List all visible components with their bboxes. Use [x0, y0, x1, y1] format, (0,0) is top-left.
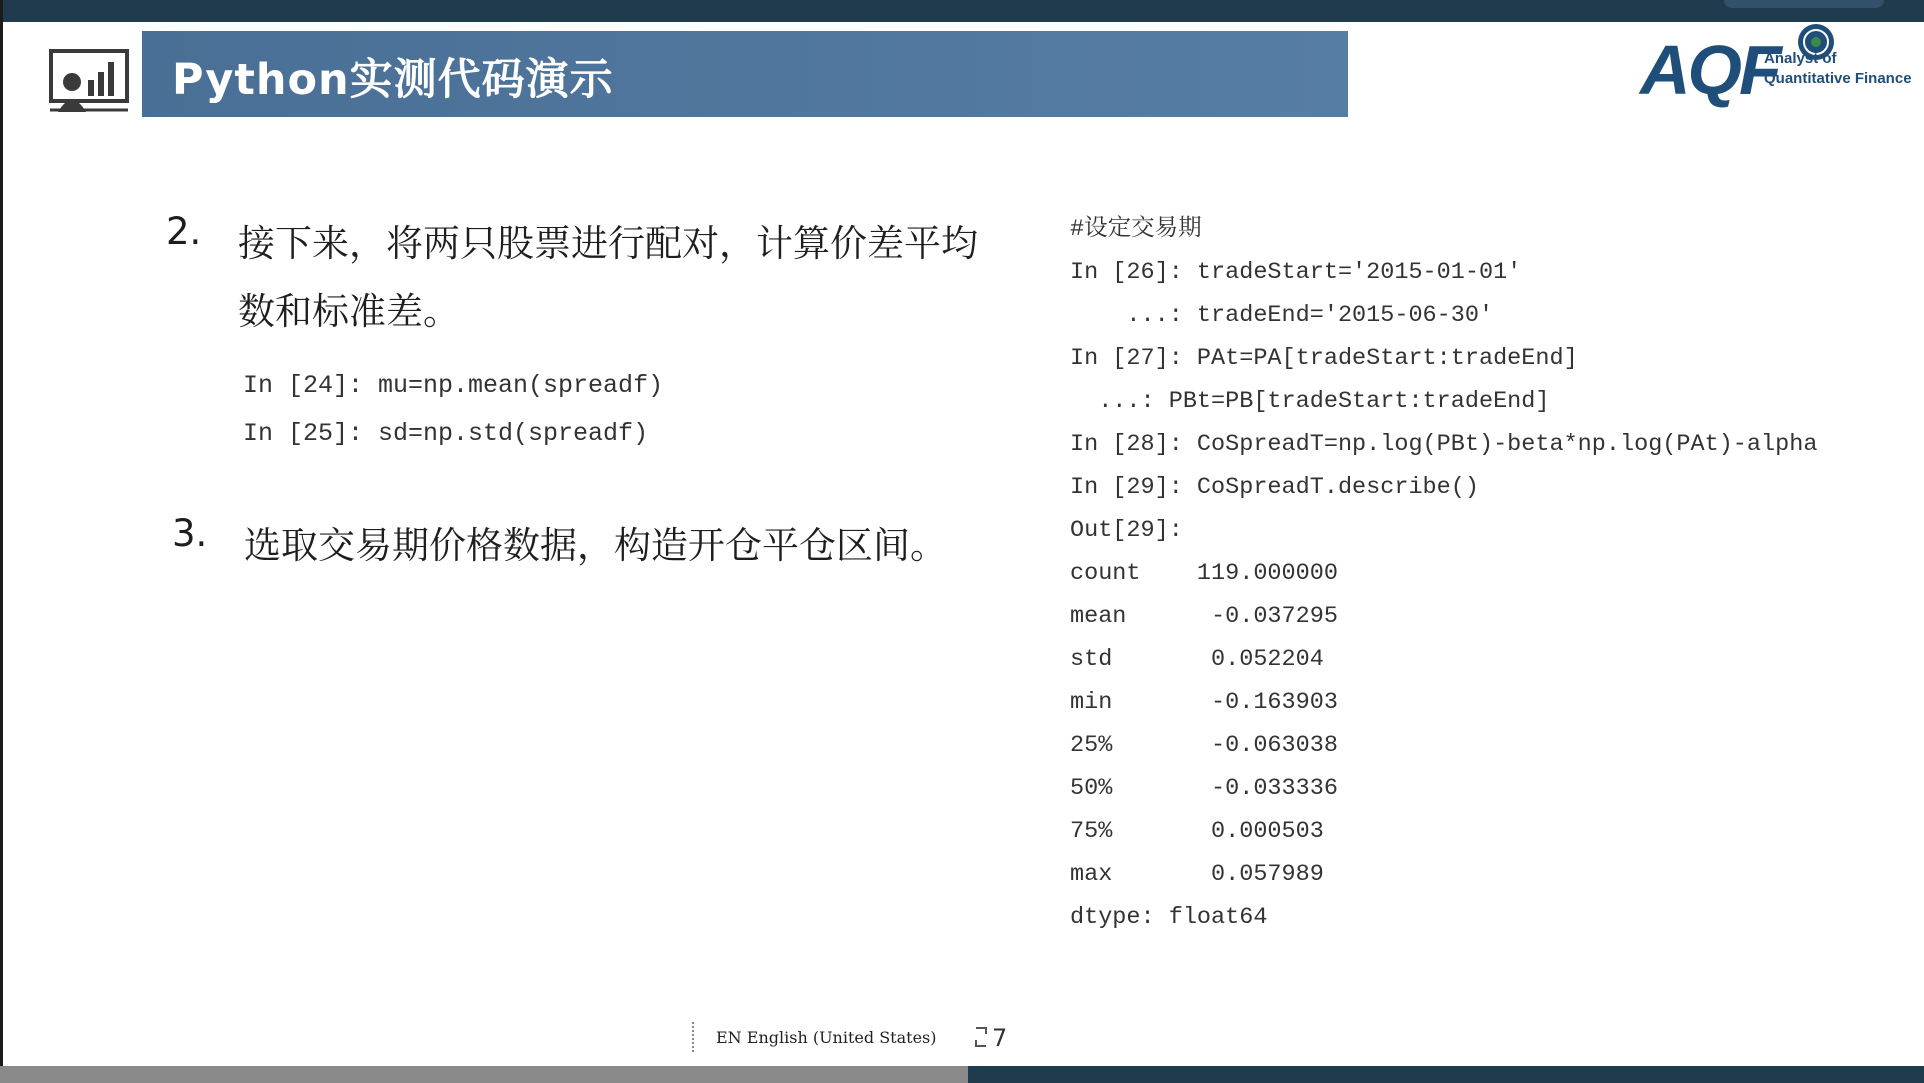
logo-line2: Quantitative Finance [1764, 70, 1912, 87]
code-line: In [25]: sd=np.std(spreadf) [243, 419, 649, 448]
page-title: Python实测代码演示 [172, 55, 614, 105]
output-label: Out[29]: [1070, 517, 1183, 544]
output-row: mean -0.037295 [1070, 603, 1338, 630]
page-number: 7 [992, 1024, 1008, 1052]
code-line: In [26]: tradeStart='2015-01-01' [1070, 259, 1522, 286]
step-number: 2. [166, 210, 202, 253]
code-comment: #设定交易期 [1070, 216, 1202, 243]
drag-handle[interactable] [692, 1022, 696, 1052]
code-line: In [24]: mu=np.mean(spreadf) [243, 371, 664, 400]
code-block-left [243, 362, 663, 458]
output-row: max 0.057989 [1070, 861, 1324, 888]
code-line: In [28]: CoSpreadT=np.log(PBt)-beta*np.log(PAt)-alpha [1070, 431, 1818, 458]
output-row: 25% -0.063038 [1070, 732, 1338, 759]
aqf-logo [1638, 20, 1918, 109]
code-block-right [1070, 208, 1817, 939]
language-taskbar[interactable] [688, 1018, 1008, 1056]
code-line: In [29]: CoSpreadT.describe() [1070, 474, 1479, 501]
left-edge-border [0, 0, 3, 1083]
output-row: std 0.052204 [1070, 646, 1324, 673]
title-banner [142, 31, 1348, 117]
logo-line1: Analyst of [1764, 50, 1837, 67]
language-indicator[interactable]: EN English (United States) [716, 1028, 937, 1047]
output-row: 50% -0.033336 [1070, 775, 1338, 802]
window-pill [1724, 0, 1884, 8]
code-line: ...: PBt=PB[tradeStart:tradeEnd] [1070, 388, 1550, 415]
logo-mark: AQF [1640, 31, 1779, 109]
step-number: 3. [172, 512, 208, 555]
progress-fill [0, 1066, 968, 1083]
step-text: 选取交易期价格数据，构造开仓平仓区间。 [244, 524, 947, 567]
top-window-bar [0, 0, 1924, 22]
code-line: ...: tradeEnd='2015-06-30' [1070, 302, 1494, 329]
code-line: In [27]: PAt=PA[tradeStart:tradeEnd] [1070, 345, 1578, 372]
playback-progress-bar[interactable] [0, 1066, 1924, 1083]
page-bracket-icon [974, 1026, 988, 1048]
output-row: min -0.163903 [1070, 689, 1338, 716]
output-row: count 119.000000 [1070, 560, 1338, 587]
output-row: dtype: float64 [1070, 904, 1268, 931]
presentation-icon [48, 48, 130, 114]
step-text: 接下来，将两只股票进行配对，计算价差平均数和标准差。 [238, 222, 978, 333]
output-row: 75% 0.000503 [1070, 818, 1324, 845]
